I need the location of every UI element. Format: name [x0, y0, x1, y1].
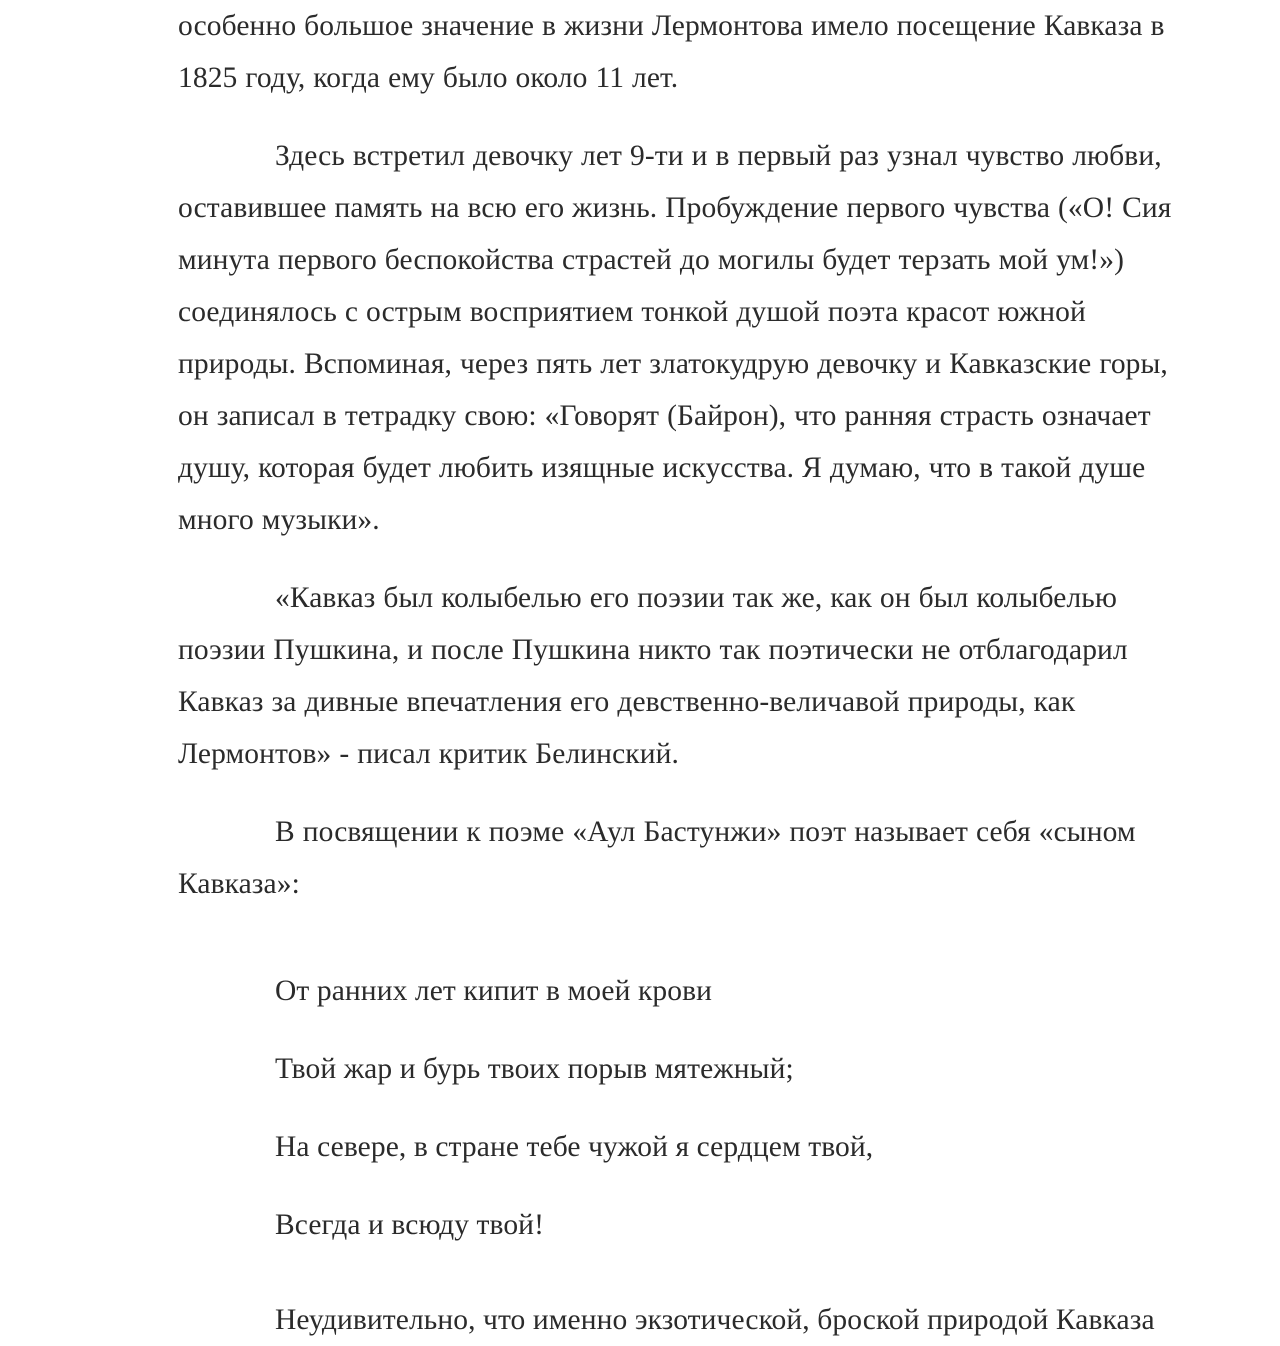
paragraph-1: особенно большое значение в жизни Лермонтова имело посещение Кавказа в 1825 году, когда ему было около 11 лет. [178, 10, 1165, 94]
verse-line: Твой жар и бурь твоих порыв мятежный; [275, 1053, 794, 1085]
text-column [178, 0, 1190, 1346]
paragraph-3: «Кавказ был колыбелью его поэзии так же, как он был колыбелью поэзии Пушкина, и после Пушкина никто так поэтически не отблагодарил Кавказ за дивные впечатления его девственно-величавой природы, как Лермонтов» - писал критик Белинский. [178, 582, 1128, 770]
verse-line: Всегда и всюду твой! [275, 1209, 544, 1241]
verse-line: На севере, в стране тебе чужой я сердцем твой, [275, 1131, 874, 1163]
verse-line: От ранних лет кипит в моей крови [275, 975, 713, 1007]
paragraph-4: В посвящении к поэме «Аул Бастунжи» поэт называет себя «сыном Кавказа»: [178, 816, 1136, 900]
paragraph-2: Здесь встретил девочку лет 9-ти и в первый раз узнал чувство любви, оставившее память на всю его жизнь. Пробуждение первого чувства («О! Сия минута первого беспокойства страстей до могилы будет терзать мой ум!») соединялось с острым восприятием тонкой душой поэта красот южной природы. Вспоминая, через пять лет златокудрую девочку и Кавказские горы, он записал в тетрадку свою: «Говорят (Байрон), что ранняя страсть означает душу, которая будет любить изящные искусства. Я думаю, что в такой душе много музыки». [178, 140, 1172, 536]
verse-block [178, 952, 1190, 1264]
paragraph-5-clipped: Неудивительно, что именно экзотической, броской природой Кавказа [275, 1304, 1155, 1336]
closing-paragraph-wrapper [178, 1294, 1190, 1346]
